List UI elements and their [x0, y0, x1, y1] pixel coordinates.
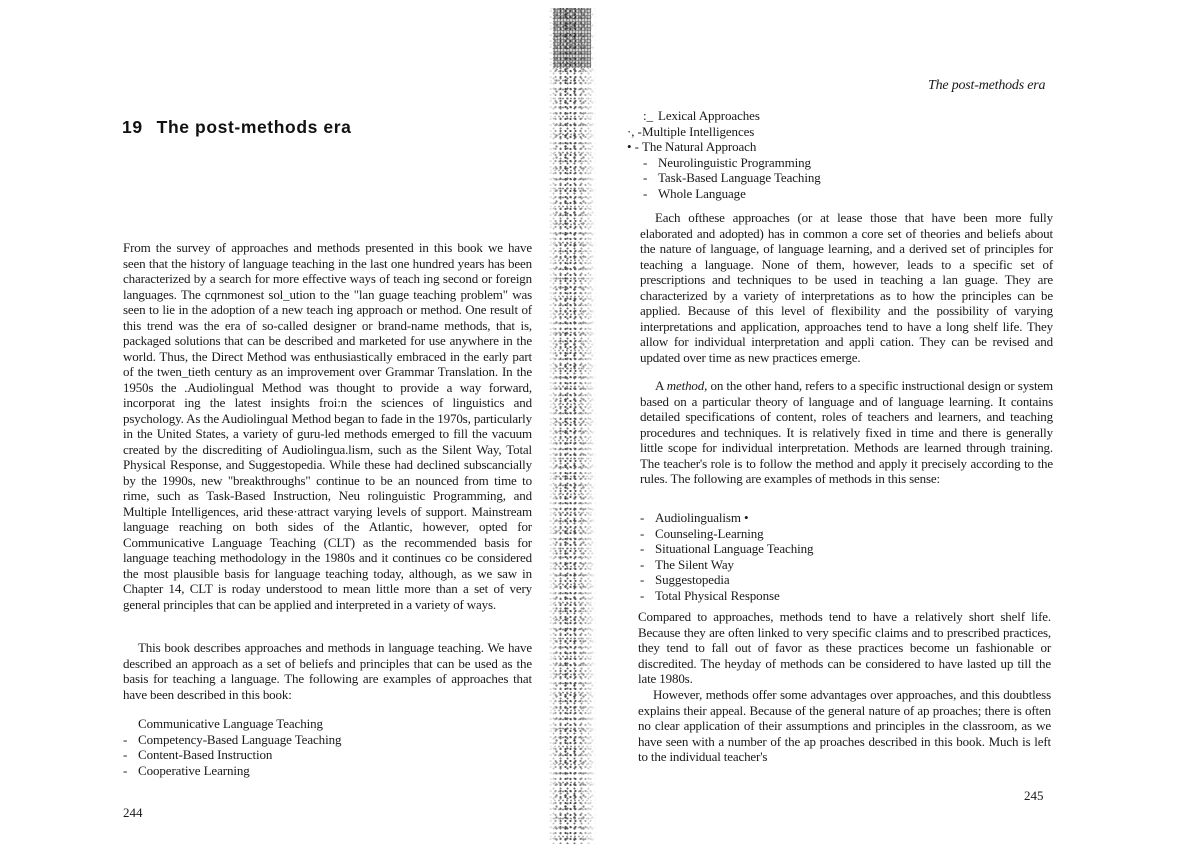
list-marker: - [640, 556, 645, 572]
approaches-list-continued [627, 108, 821, 201]
paragraph-approach-definition: This book describes approaches and methods in language teaching. We have described an approach as a set of beliefs and principles that can be used as the basis for teaching a language. The following are examples of approaches that have been described in this book: [123, 640, 532, 702]
list-marker: - [123, 762, 128, 778]
left-page [0, 0, 555, 849]
approaches-list [123, 716, 341, 778]
list-item-text: Suggestopedia [655, 572, 730, 587]
list-item [643, 186, 821, 202]
list-marker: - [643, 185, 648, 201]
list-item-text: Whole Language [658, 185, 746, 201]
paragraph-history-of-methods: From the survey of approaches and methods presented in this book we have seen that the history of language teaching in the last one hundred years has been characterized by a search for more effective ways of teach ing second or foreign languages. The cqrnmonest sol_ution to the "lan guage teaching problem" was seen to lie in the adoption of a new teach ing approach or method. One result of this trend was the era of so-called designer or brand-name methods, that is, packaged solutions that can be described and marketed for use anywhere in the world. Thus, the Direct Method was enthusiastically embraced in the early part of the twen_tieth century as an improvement over Grammar Translation. In the 1950s the .Audiolingual Method was thought to provide a way forward, incorporat ing the latest insights froi:n the sciences of linguistics and psychology. As the Audiolingual Method began to fade in the 1970s, particularly in the United States, a variety of guru-led methods emerged to fill the vacuum created by the discrediting of Audiolingua.lism, such as the Silent Way, Total Physical Response, and Suggestopedia. While these had declined subscancially by the 1990s, new "breakthroughs" continue to be an nounced from time to rime, such as Task-Based Instruction, Neu rolinguistic Programming, and Multiple Intelligences, arid these·attract varying levels of support. Mainstream language reaching on both sides of the Atlantic, however, opted for Communicative Language Teaching (CLT) as the recommended basis for language teaching methodology in the 1980s and it continues co be considered the most plausible basis for language teaching today, although, as we saw in Chapter 14, CLT is roday understood to mean little more than a set of very general principles that can be applied and interpreted in a variety of ways. [123, 240, 532, 612]
paragraph-methods-advantages: However, methods offer some advantages over approaches, and this doubtless explains their appeal. Because of the general nature of ap proaches; there is often no clear application of their assumptions and principles in the classroom, as we have seen with a number of the ap proaches described in this book. Much is left to the individual teacher's [638, 687, 1051, 764]
list-item [640, 526, 813, 542]
paragraph-methods-shelf-life: Compared to approaches, methods tend to have a relatively short shelf life. Because they are often linked to very specific claims and to prescribed practices, they tend to fall out of favor as these practices become un fashionable or discredited. The heyday of methods can be considered to have lasted up till the late 1980s. [638, 609, 1051, 686]
list-item-text: Situational Language Teaching [655, 541, 814, 556]
chapter-title-text: The post-methods era [156, 117, 352, 137]
list-item-text: Audiolingualism • [655, 510, 749, 525]
list-item [640, 510, 813, 526]
list-marker: - [643, 170, 648, 185]
list-marker: ·, - [627, 123, 642, 139]
running-head: The post-methods era [928, 78, 1046, 93]
list-item [123, 732, 341, 748]
list-item [640, 572, 813, 588]
list-item [123, 747, 341, 763]
list-marker: - [123, 731, 128, 747]
list-item-text: Counseling-Learning [655, 525, 764, 541]
list-item [640, 557, 813, 573]
list-item-text: Content-Based Instruction [138, 747, 273, 762]
list-item [643, 155, 821, 171]
method-lead-word: A [655, 378, 664, 393]
list-item [627, 123, 821, 140]
list-item-text: The Silent Way [655, 556, 734, 572]
book-gutter-dark-edge [553, 8, 591, 68]
list-marker: - [123, 747, 128, 762]
list-item-text: Lexical Approaches [658, 108, 760, 123]
book-gutter-scan-noise [548, 8, 596, 844]
list-item-text: Task-Based Language Teaching [658, 170, 821, 185]
chapter-title [122, 117, 351, 138]
method-definition-text: on the other hand, refers to a specific instructional design or system based on a particular theory of language and of language learning. It contains detailed specifications of content, roles of teachers and learners, and teaching procedures and techniques. It is relatively fixed in time and there is generally little scope for individual interpretation. Methods are learned through training. The teacher's role is to follow the method and apply it precisely according to the rules. The following are examples of methods in this sense: [640, 378, 1053, 486]
list-item-text: Communicative Language Teaching [138, 716, 323, 731]
paragraph-approaches-characteristics: Each ofthese approaches (or at lease those that have been more fully elaborated and adopted) has in common a core set of theories and beliefs about the nature of language, of language learning, and a derived set of principles for teaching a language. None of them, however, leads to a specific set of prescriptions and techniques to be used in teaching a lan guage. They are characterized by a variety of interpretations as to how the principles can be applied. Because of this level of flexibility and the possibility of varying interpretations and application, approaches tend to have a long shelf life. They allow for individual interpretation and appli cation. They can be revised and updated over time as new practices emerge. [640, 210, 1053, 365]
list-marker: - [640, 587, 645, 603]
methods-list [640, 510, 813, 603]
list-item [627, 139, 821, 155]
list-item-text: Competency-Based Language Teaching [138, 731, 342, 747]
page-number-right: 245 [1024, 788, 1044, 803]
list-item-text: The Natural Approach [642, 139, 757, 154]
list-item-text: Neurolinguistic Programming [658, 154, 811, 170]
list-item [640, 541, 813, 557]
chapter-number: 19 [122, 117, 143, 137]
list-item [643, 170, 821, 186]
page-number-left: 244 [123, 805, 143, 820]
list-item-text: Cooperative Learning [138, 762, 250, 778]
list-marker: - [640, 572, 645, 587]
list-marker: - [643, 154, 648, 170]
list-marker: - [640, 510, 645, 525]
list-item [123, 763, 341, 779]
list-marker: - [640, 525, 645, 541]
list-marker: - [640, 541, 645, 556]
list-marker: • - [627, 139, 639, 154]
list-item [123, 716, 341, 732]
paragraph-method-definition [640, 378, 1053, 487]
list-marker: :_ [643, 108, 653, 123]
list-item [643, 108, 821, 124]
list-item-text: Multiple Intelligences [642, 123, 755, 139]
list-item [640, 588, 813, 604]
right-page [600, 0, 1200, 849]
list-item-text: Total Physical Response [655, 587, 780, 603]
method-term: method, [666, 378, 708, 393]
